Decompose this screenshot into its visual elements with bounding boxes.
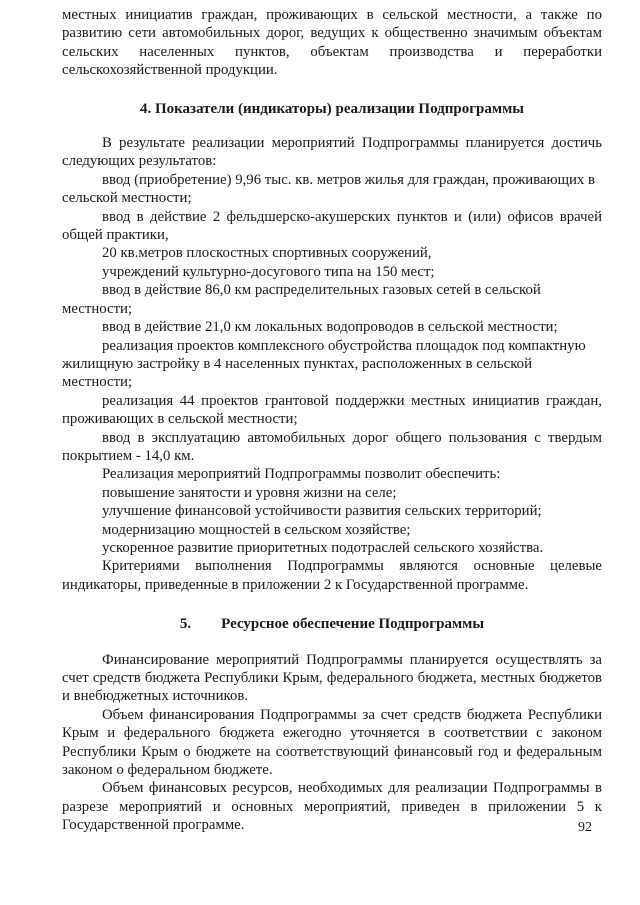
- paragraph: ввод (приобретение) 9,96 тыс. кв. метров жилья для граждан, проживающих в сельской местности;: [62, 171, 595, 207]
- paragraph: Объем финансирования Подпрограммы за счет средств бюджета Республики Крым и федерального бюджета ежегодно уточняется в соответствии с законом Республики Крым о бюджете на соответствующий финансовый год и федеральным законом о федеральном бюджете.: [62, 706, 602, 779]
- paragraph: повышение занятости и уровня жизни на селе;: [102, 484, 397, 501]
- paragraph: Финансирование мероприятий Подпрограммы планируется осуществлять за счет средств бюджета Республики Крым, федерального бюджета, местных бюджетов и внебюджетных источников.: [62, 651, 602, 705]
- paragraph: ввод в действие 2 фельдшерско-акушерских пунктов и (или) офисов врачей общей практики,: [62, 208, 602, 244]
- paragraph: ввод в действие 86,0 км распределительных газовых сетей в сельской местности;: [62, 282, 541, 317]
- paragraph: 20 кв.метров плоскостных спортивных сооружений,: [102, 245, 432, 262]
- section-5-heading: 5. Ресурсное обеспечение Подпрограммы: [179, 616, 485, 633]
- paragraph: учреждений культурно-досугового типа на 150 мест;: [102, 263, 435, 280]
- paragraph: ввод в эксплуатацию автомобильных дорог общего пользования с твердым покрытием - 14,0 км.: [62, 429, 602, 464]
- paragraph: Объем финансовых ресурсов, необходимых для реализации Подпрограммы в разрезе мероприятий и основных мероприятий, приведен в приложении 5 к Государственной программе.: [62, 780, 602, 834]
- paragraph: Критериями выполнения Подпрограммы являются основные целевые индикаторы, приведенные в приложении 2 к Государственной программе.: [62, 558, 602, 593]
- paragraph: ввод в действие 21,0 км локальных водопроводов в сельской местности;: [102, 319, 558, 336]
- paragraph: В результате реализации мероприятий Подпрограммы планируется достичь следующих результатов:: [62, 135, 602, 170]
- page-number: 92: [578, 820, 592, 835]
- document-page: [62, 6, 602, 835]
- paragraph: модернизацию мощностей в сельском хозяйстве;: [102, 521, 411, 538]
- section-4-heading: 4. Показатели (индикаторы) реализации Подпрограммы: [139, 100, 525, 117]
- paragraph: Реализация мероприятий Подпрограммы позволит обеспечить:: [102, 466, 501, 483]
- paragraph: реализация проектов комплексного обустройства площадок под компактную жилищную застройку в 4 населенных пунктах, расположенных в сельской местности;: [62, 337, 586, 391]
- intro-paragraph: местных инициатив граждан, проживающих в сельской местности, а также по развитию сети автомобильных дорог, ведущих к общественно значимым объектам сельских населенных пунктов, объектам производства и переработки сельскохозяйственной продукции.: [62, 7, 602, 79]
- paragraph: ускоренное развитие приоритетных подотраслей сельского хозяйства.: [102, 539, 544, 556]
- paragraph: улучшение финансовой устойчивости развития сельских территорий;: [102, 503, 542, 520]
- paragraph: реализация 44 проектов грантовой поддержки местных инициатив граждан, проживающих в сельской местности;: [62, 392, 602, 428]
